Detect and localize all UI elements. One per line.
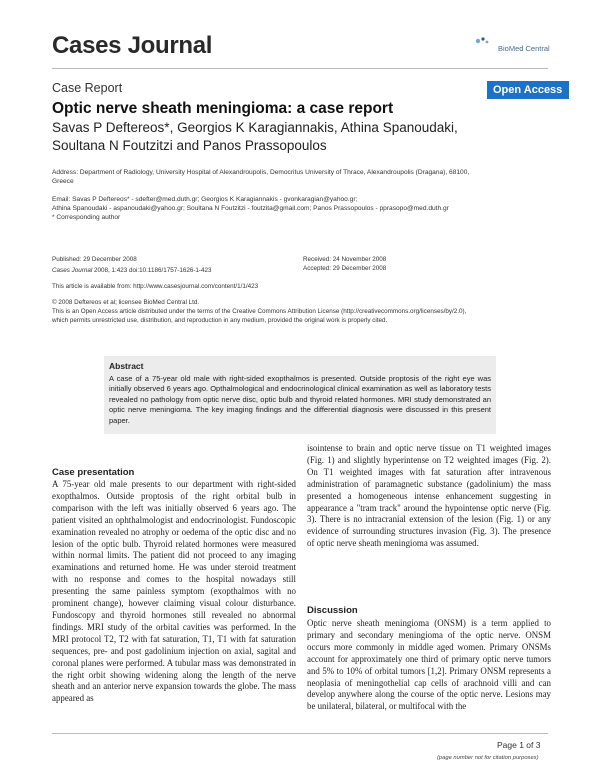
open-access-badge: Open Access: [487, 81, 569, 99]
corresponding-author-note: * Corresponding author: [52, 214, 121, 221]
header-divider: [52, 68, 548, 69]
received-date: Received: 24 November 2008: [303, 256, 387, 263]
published-date: Published: 29 December 2008: [52, 256, 137, 263]
abstract-heading: Abstract: [109, 361, 144, 371]
article-url[interactable]: This article is available from: http://www.casesjournal.com/content/1/1/423: [52, 283, 259, 290]
accepted-date: Accepted: 29 December 2008: [303, 265, 387, 272]
abstract-text: A case of a 75-year old male with right-sided exopthalmos is presented. Outside proptosis of the right eye was initially observed 6 years ago. Opthalmological and endocrinological clinical examination as well as laboratory tests revealed no pathology from optic nerve disc, optic bulb and thyroid related hormones. MRI study demonstrated an optic nerve meningioma. The key imaging findings and the differential diagnosis were discussed in this present paper.: [109, 374, 491, 425]
email-line-1: Email: Savas P Deftereos* - sdefter@med.duth.gr; Georgios K Karagiannakis - gvonkaragian@yahoo.gr;: [52, 196, 358, 203]
address-line-1: Address: Department of Radiology, University Hospital of Alexandroupolis, Democritus University of Thrace, Alexandroupolis (Dragana), 68100,: [52, 169, 470, 176]
citation: [52, 266, 212, 275]
footer-divider: [52, 733, 548, 734]
page-number-note: (page number not for citation purposes): [437, 755, 539, 761]
discussion-text: Optic nerve sheath meningioma (ONSM) is a term applied to primary and secondary meningioma of the optic nerve. ONSM occurs more commonly in middle aged women. Primary ONSMs account for approximately one third of primary optic nerve tumors and 5% to 10% of orbital tumors [1,2]. Primary ONSM represents a neoplasia of meningothelial cap cells of arachnoid villi and can develop anywhere along the course of the optic nerve. Lesions may be unilateral, bilateral, or multifocal with the: [307, 618, 551, 712]
license-line-1: This is an Open Access article distributed under the terms of the Creative Commons Attribution License (http://creativecommons.org/licenses/by/2.0),: [52, 308, 467, 315]
authors-line-1: Savas P Deftereos*, Georgios K Karagiannakis, Athina Spanoudaki,: [52, 120, 458, 135]
right-column-text-1: isointense to brain and optic nerve tissue on T1 weighted images (Fig. 1) and slightly hyperintense on T2 weighted images (Fig. 2). On T1 weighted images with fat saturation after intravenous administration of paramagnetic substance (gadolinium) the mass presented a homogeneous intense enhancement suggesting in appearance a "tram track" around the hypointense optic nerve (Fig. 3). There is no intracranial extension of the lesion (Fig. 1) or any evidence of surrounding structures invasion (Fig. 3). The presence of optic nerve sheath meningioma was assumed.: [307, 443, 551, 549]
email-line-2: Athina Spanoudaki - aspanoudaki@yahoo.gr; Soultana N Foutzitzi - foutzita@gmail.com; Panos Prassopoulos - pprasopo@med.duth.gr: [52, 205, 449, 212]
page-number: Page 1 of 3: [497, 740, 541, 750]
discussion-heading: Discussion: [307, 605, 358, 616]
citation-details: 2008, 1:423 doi:10.1186/1757-1626-1-423: [92, 267, 212, 274]
copyright-line: © 2008 Deftereos et al; licensee BioMed Central Ltd.: [52, 299, 200, 306]
publisher-logo-text: BioMed Central: [498, 44, 550, 53]
authors-line-2: Soultana N Foutzitzi and Panos Prassopoulos: [52, 138, 327, 153]
address-line-2: Greece: [52, 178, 74, 185]
license-line-2: which permits unrestricted use, distribution, and reproduction in any medium, provided the original work is properly cited.: [52, 317, 388, 324]
citation-journal: Cases Journal: [52, 267, 93, 274]
case-presentation-text: A 75-year old male presents to our department with right-sided exopthalmos. Outside proptosis of the right orbital bulb in comparison with the left was initially observed 6 years ago. The patient visited an ophthalmologist and endocrinologist. Fundoscopic examination revealed no atrophy or oedema of the optic disc and no lesion of the optic bulb. Thyroid related hormones were measured within normal limits. The patient did not proceed to any imaging examinations and returned home. He was under steroid treatment with no response and comes to the hospital nowadays still presenting the same painless symptom (exopthalmos with no prominent change), however claiming visual colour disturbance. Fundoscopy and thyroid hormones still revealed no abnormal findings. MRI study of the orbital cavities was performed. In the MRI protocol T2, T2 with fat saturation, T1, T1 with fat saturation sequences, pre- and post gadolinium injection on axial, sagital and coronal planes were performed. A tubular mass was demonstrated in the right orbit showing widening along the length of the nerve sheath and an anterior nerve expansion towards the globe. The mass appeared as: [52, 479, 296, 704]
article-title: Optic nerve sheath meningioma: a case report: [52, 100, 394, 117]
journal-name: Cases Journal: [52, 32, 213, 59]
article-type: Case Report: [52, 81, 123, 95]
case-presentation-heading: Case presentation: [52, 467, 135, 478]
